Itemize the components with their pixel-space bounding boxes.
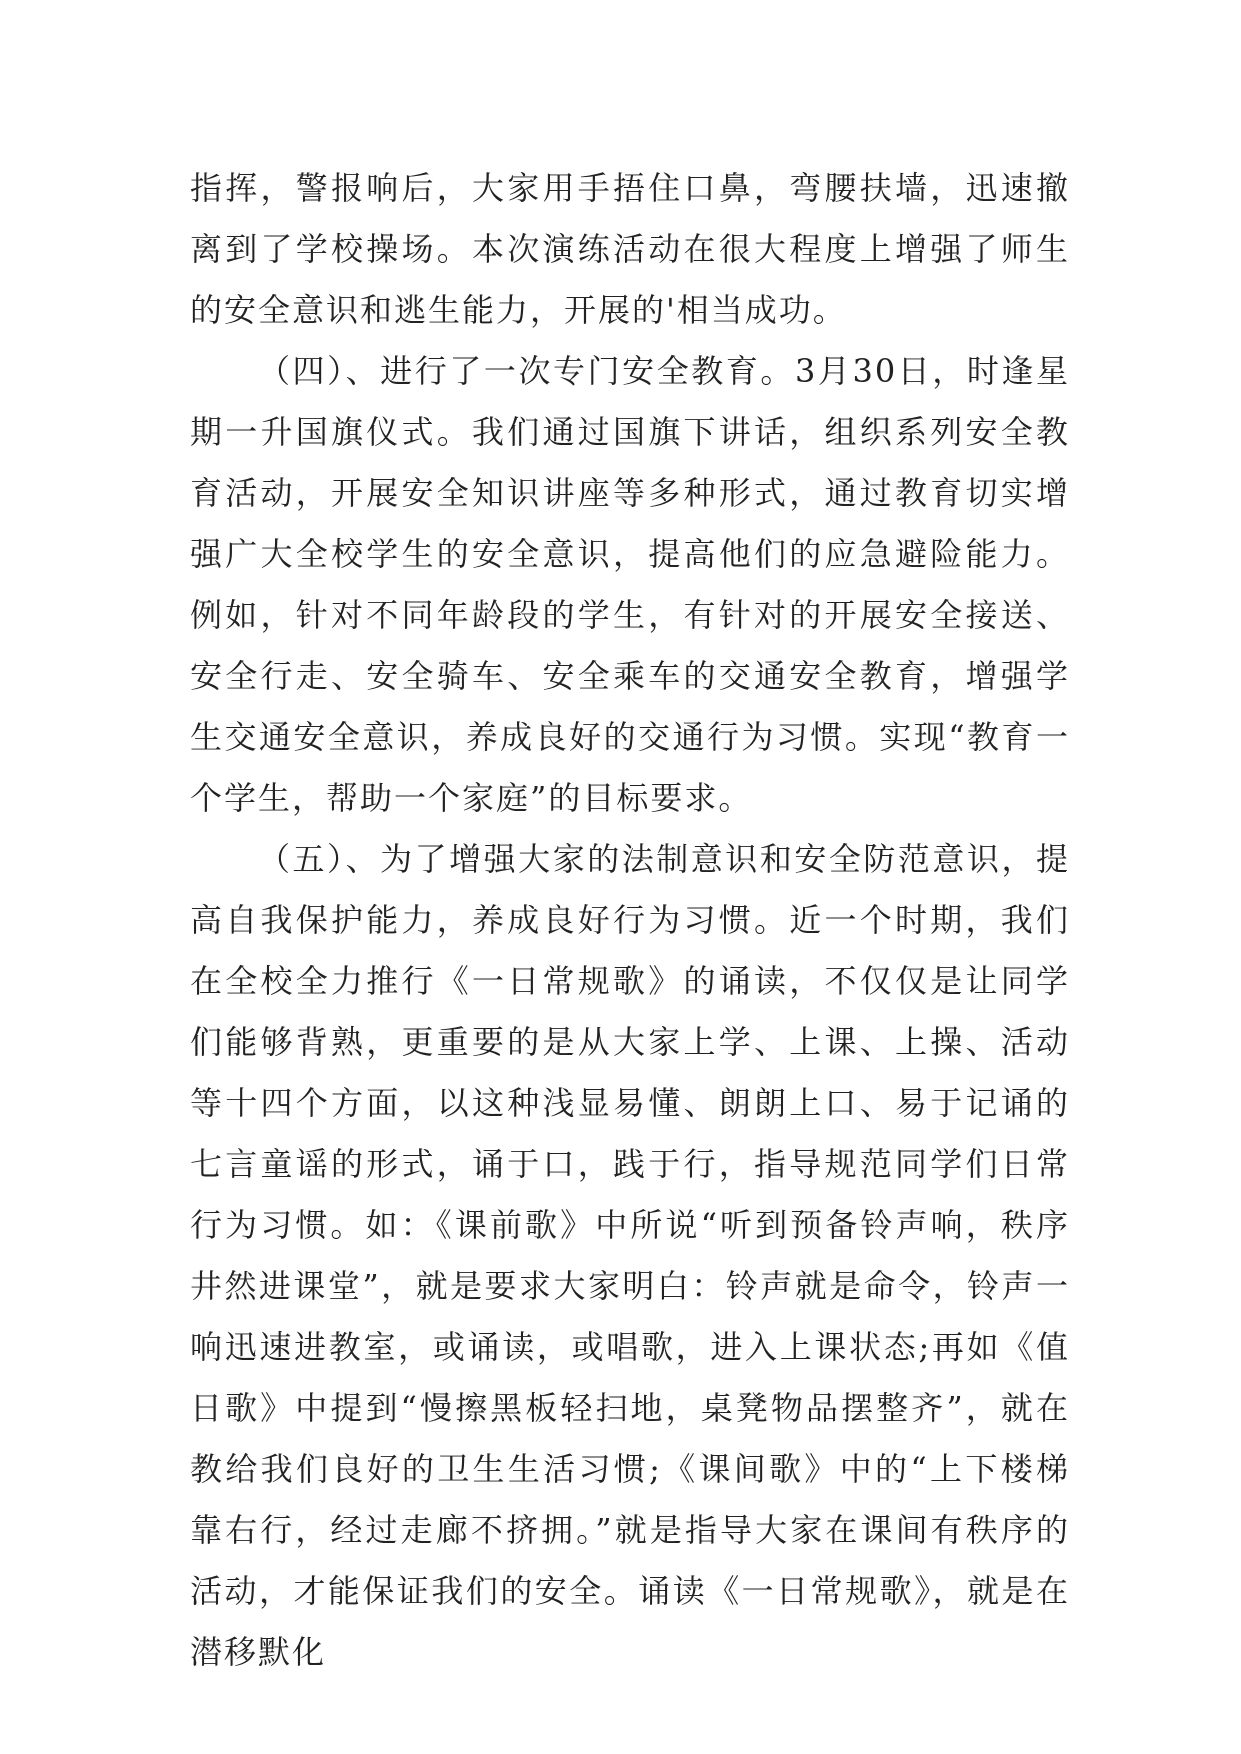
document-body	[190, 158, 1070, 1683]
paragraph-daily-routine-song: （五）、为了增强大家的法制意识和安全防范意识，提高自我保护能力，养成良好行为习惯。近一个时期，我们在全校全力推行《一日常规歌》的诵读，不仅仅是让同学们能够背熟，更重要的是从大家上学、上课、上操、活动等十四个方面，以这种浅显易懂、朗朗上口、易于记诵的七言童谣的形式，诵于口，践于行，指导规范同学们日常行为习惯。如：《课前歌》中所说“听到预备铃声响，秩序井然进课堂”，就是要求大家明白：铃声就是命令，铃声一响迅速进教室，或诵读，或唱歌，进入上课状态;再如《值日歌》中提到“慢擦黑板轻扫地，桌凳物品摆整齐”，就在教给我们良好的卫生生活习惯;《课间歌》中的“上下楼梯靠右行，经过走廊不挤拥。”就是指导大家在课间有秩序的活动，才能保证我们的安全。诵读《一日常规歌》，就是在潜移默化	[190, 840, 1070, 1671]
paragraph-safety-education: （四）、进行了一次专门安全教育。3月30日，时逢星期一升国旗仪式。我们通过国旗下讲话，组织系列安全教育活动，开展安全知识讲座等多种形式，通过教育切实增强广大全校学生的安全意识，提高他们的应急避险能力。例如，针对不同年龄段的学生，有针对的开展安全接送、安全行走、安全骑车、安全乘车的交通安全教育，增强学生交通安全意识，养成良好的交通行为习惯。实现“教育一个学生，帮助一个家庭”的目标要求。	[190, 352, 1070, 817]
paragraph-continuation: 指挥，警报响后，大家用手捂住口鼻，弯腰扶墙，迅速撤离到了学校操场。本次演练活动在很大程度上增强了师生的安全意识和逃生能力，开展的'相当成功。	[190, 169, 1070, 329]
